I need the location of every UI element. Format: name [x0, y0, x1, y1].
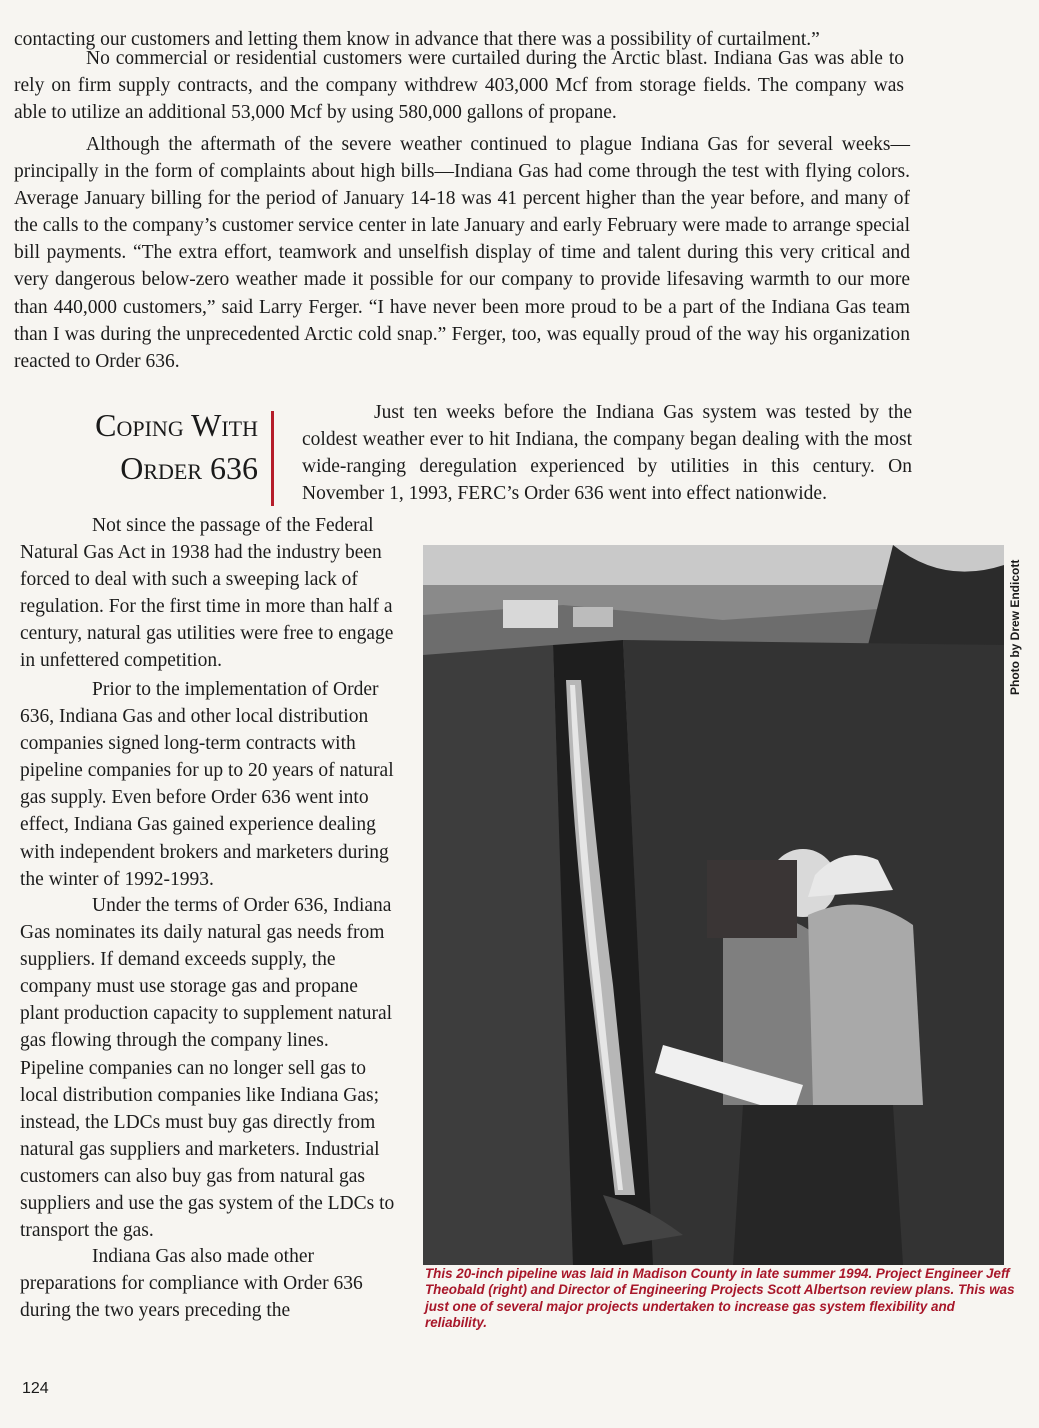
redaction-box — [707, 860, 797, 938]
paragraph-curtailment: No commercial or residential customers were curtailed during the Arctic blast. Indiana Gas was able to rely on firm supply contracts, and the company withdrew 403,000 Mcf from storage fields. The company was able to utilize an additional 53,000 Mcf by using 580,000 gallons of propane. — [14, 48, 904, 124]
pipeline-photo — [423, 545, 1004, 1265]
column-paragraph: Not since the passage of the Federal Natural Gas Act in 1938 had the industry been forced to deal with such a sweeping lack of regulation. For the first time in more than half a century, natural gas utilities were free to engage in unfettered competition. — [20, 515, 394, 672]
section-heading-line2: Order 636 — [120, 450, 258, 486]
column-paragraph: Prior to the implementation of Order 636, Indiana Gas and other local distribution companies signed long-term contracts with pipeline companies for up to 20 years of natural gas supply. Even before Order 636 went into effect, Indiana Gas gained experience dealing with independent brokers and marketers during the winter of 1992-1993. — [20, 679, 394, 890]
section-heading-line1: Coping With — [95, 407, 258, 443]
section-intro-paragraph: Just ten weeks before the Indiana Gas system was tested by the coldest weather ever to hit Indiana, the company began dealing with the most wide-ranging deregulation experienced by utilities in this century. On November 1, 1993, FERC’s Order 636 went into effect nationwide. — [302, 402, 912, 505]
heading-divider — [271, 411, 274, 506]
photo-caption: This 20-inch pipeline was laid in Madison County in late summer 1994. Project Engineer Jeff Theobald (right) and Director of Engineering Projects Scott Albertson review plans. This was just one of several major projects undertaken to increase gas system flexibility and reliability. — [425, 1266, 1015, 1331]
paragraph-continued: contacting our customers and letting them know in advance that there was a possibility of curtailment.” — [14, 29, 820, 50]
page-number: 124 — [22, 1380, 49, 1397]
column-paragraph: Indiana Gas also made other preparations for compliance with Order 636 during the two years preceding the — [20, 1246, 363, 1322]
section-heading — [40, 404, 258, 490]
column-paragraph: Under the terms of Order 636, Indiana Gas nominates its daily natural gas needs from suppliers. If demand exceeds supply, the company must use storage gas and propane plant production capacity to supplement natural gas flowing through the company lines. Pipeline companies can no longer sell gas to local distribution companies like Indiana Gas; instead, the LDCs must buy gas directly from natural gas suppliers and marketers. Industrial customers can also buy gas from natural gas suppliers and use the gas system of the LDCs to transport the gas. — [20, 895, 395, 1242]
photo-credit: Photo by Drew Endicott — [1008, 559, 1022, 695]
paragraph-aftermath: Although the aftermath of the severe weather continued to plague Indiana Gas for several weeks—principally in the form of complaints about high bills—Indiana Gas had come through the test with flying colors. Average January billing for the period of January 14-18 was 41 percent higher than the year before, and many of the calls to the company’s customer service center in late January and early February were made to arrange special bill payments. “The extra effort, teamwork and unselfish display of time and talent during this very critical and very dangerous below-zero weather made it possible for our company to provide lifesaving warmth to our more than 440,000 customers,” said Larry Ferger. “I have never been more proud to be a part of the Indiana Gas team than I was during the unprecedented Arctic cold snap.” Ferger, too, was equally proud of the way his organization reacted to Order 636. — [14, 134, 910, 372]
